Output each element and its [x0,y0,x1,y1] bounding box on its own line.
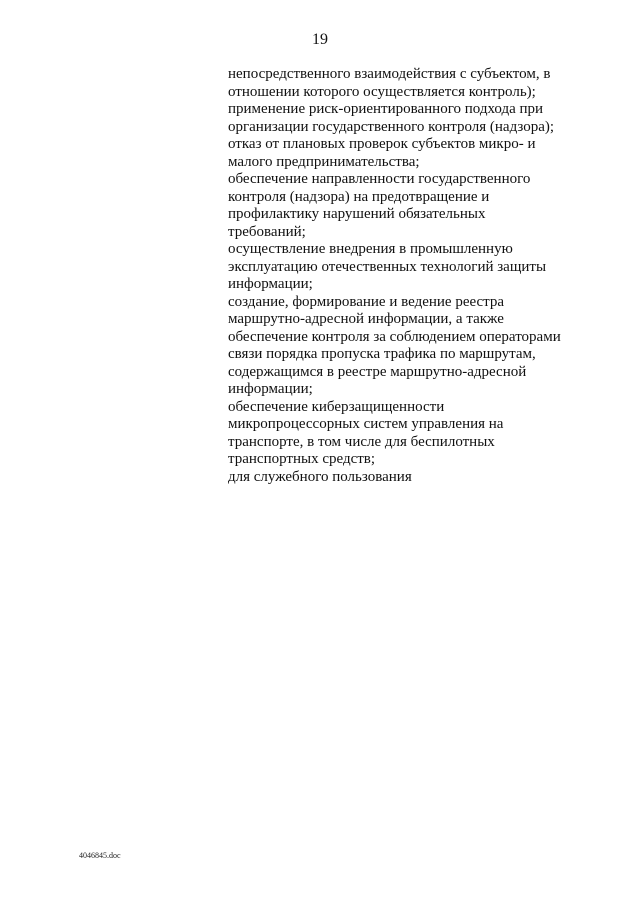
text-line: малого предпринимательства; [228,153,420,170]
text-line: отношении которого осуществляется контроль); [228,83,536,100]
text-line: обеспечение контроля за соблюдением операторами [228,328,561,345]
text-line: микропроцессорных систем управления на [228,416,504,432]
text-line: маршрутно-адресной информации, а также [228,311,504,327]
text-line: создание, формирование и ведение реестра [228,293,505,310]
text-line: контроля (надзора) на предотвращение и [228,188,490,205]
page-number: 19 [312,31,328,48]
text-line: для служебного пользования [228,468,412,485]
text-line: транспорте, в том числе для беспилотных [228,433,495,450]
text-line: организации государственного контроля (надзора); [228,118,555,135]
text-line: непосредственного взаимодействия с субъектом, в [228,66,551,82]
text-line: информации; [228,381,313,397]
text-line: осуществление внедрения в промышленную [228,241,513,257]
text-line: обеспечение направленности государственного [228,171,531,187]
text-line: профилактику нарушений обязательных [228,206,486,222]
footer-filename: 4046845.doc [79,851,121,860]
text-line: транспортных средств; [228,451,376,467]
text-line: отказ от плановых проверок субъектов микро- и [228,136,536,152]
text-line: применение риск-ориентированного подхода при [228,101,544,117]
text-line: обеспечение киберзащищенности [228,398,445,415]
body-text [228,66,573,486]
text-line: содержащимся в реестре маршрутно-адресной [228,363,527,380]
text-line: эксплуатацию отечественных технологий защиты [228,258,547,275]
text-line: информации; [228,276,313,292]
text-line: требований; [228,223,306,240]
text-line: связи порядка пропуска трафика по маршрутам, [228,346,536,362]
